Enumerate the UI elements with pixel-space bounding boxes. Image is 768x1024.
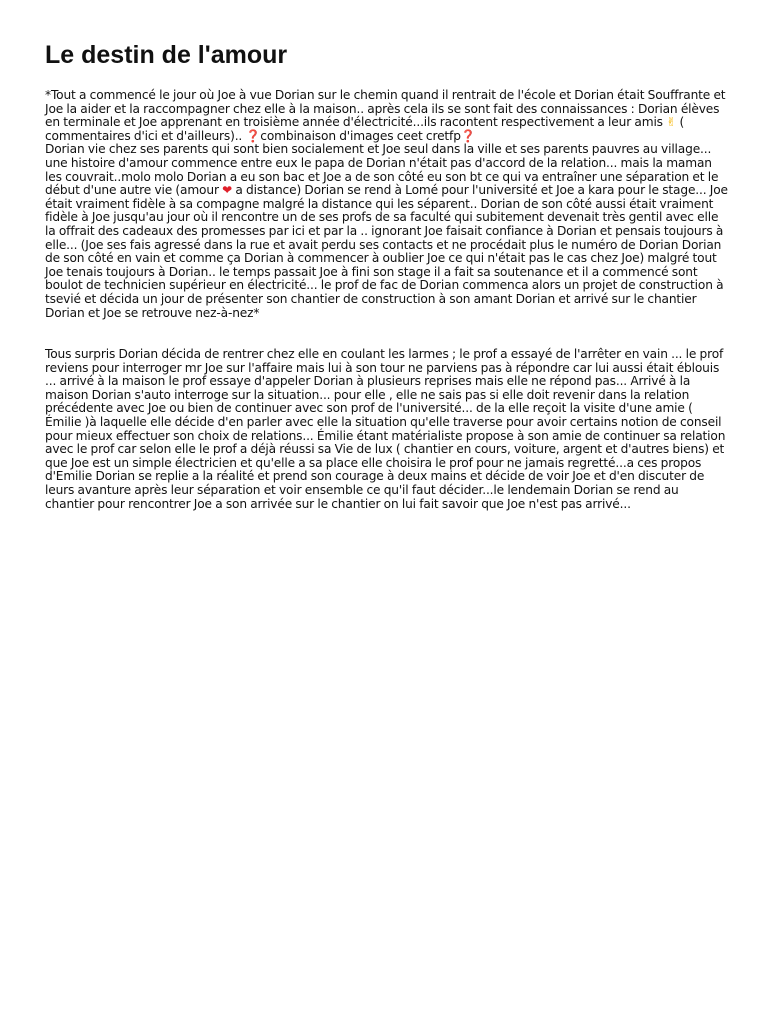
paragraph-1-text-c: combinaison d'images ceet cretfp xyxy=(260,128,461,143)
document-title: Le destin de l'amour xyxy=(45,41,288,69)
document-page xyxy=(45,40,728,511)
paragraph-1-text-b: ( commentaires d'ici et d'ailleurs).. xyxy=(45,115,685,143)
paragraph-1-text-d: Dorian vie chez ses parents qui sont bien socialement et Joe seul dans la ville et ses parents pauvres au village... une histoire d'amour commence entre eux le papa de Dorian n'était pas d'accord de la relation... mais la maman les couvrait..molo molo Dorian a eu son bac et Joe a de son côté eu son bt ce qui va entraîner une séparation et le début d'une autre vie (amour xyxy=(45,142,719,198)
question-mark-icon: ❓ xyxy=(245,128,261,143)
paragraph-1 xyxy=(45,89,728,320)
paragraph-spacer xyxy=(45,320,728,348)
question-mark-icon: ❓ xyxy=(460,128,476,143)
paragraph-1-text-e: a distance) Dorian se rend à Lomé pour l'université et Joe a kara pour le stage... Joe était vraiment fidèle à sa compagne malgré la distance qui les séparent.. Dorian de son côté aussi était vraiment fidèle à Joe jusqu'au jour où il rencontre un de ses profs de sa faculté qui subitement devenait très gentil avec elle la offrait des cadeaux des promesses par ici et par la .. ignorant Joe faisait confiance à Dorian et pensais toujours à elle... (Joe ses fais agressé dans la rue et avait perdu ses contacts et ne procédait plus le numéro de Dorian Dorian de son côté en vain et comme ça Dorian à commencer à oublier Joe ce qui n'était pas le cas chez Joe) malgré tout Joe tenais toujours à Dorian.. le temps passait Joe à fini son stage il a fait sa soutenance et il a commencé sont boulot de technicien supérieur en électricité... le prof de fac de Dorian commenca alors un projet de construction à tsevié et décida un jour de présenter son chantier de construction à son amant Dorian et arrivé sur le chantier Dorian et Joe se retrouve nez-à-nez* xyxy=(45,183,728,320)
paragraph-2: Tous surpris Dorian décida de rentrer chez elle en coulant les larmes ; le prof a essayé de l'arrêter en vain ... le prof reviens pour interroger mr Joe sur l'affaire mais lui à son tour ne parviens pas à répondre car lui aussi était éblouis ... arrivé à la maison le prof essaye d'appeler Dorian à plusieurs reprises mais elle ne répond pas... Arrivé à la maison Dorian s'auto interroge sur la situation... pour elle , elle ne sais pas si elle doit revenir dans la relation précédente avec Joe ou bien de continuer avec son prof de l'université... de la elle reçoit la visite d'une amie ( Émilie )à laquelle elle décide d'en parler avec elle la situation qu'elle traverse pour avoir certains notion de conseil pour mieux effectuer son choix de relations... Émilie étant matérialiste propose à son amie de continuer sa relation avec le prof car selon elle le prof a déjà réussi sa Vie de lux ( chantier en cours, voiture, argent et d'autres biens) et que Joe est un simple électricien et qu'elle a sa place elle choisira le prof pour ne jamais regretté...a ces propos d'Emilie Dorian se replie a la réalité et prend son courage à deux mains et décide de voir Joe et d'en discuter de leurs avanture après leur séparation et voir ensemble ce qu'il faut décider...le lendemain Dorian se rend au chantier pour rencontrer Joe a son arrivée sur le chantier on lui fait savoir que Joe n'est pas arrivé... xyxy=(45,347,726,511)
heart-icon: ❤ xyxy=(222,183,233,198)
paragraph-1-text-a: *Tout a commencé le jour où Joe à vue Dorian sur le chemin quand il rentrait de l'école et Dorian était Souffrante et Joe la aider et la raccompagner chez elle à la maison.. après cela ils se sont fait des connaissances : Dorian élèves en terminale et Joe apprenant en troisième année d'électricité...ils racontent respectivement a leur amis xyxy=(45,88,726,130)
victory-hand-icon: ✌ xyxy=(666,115,677,130)
